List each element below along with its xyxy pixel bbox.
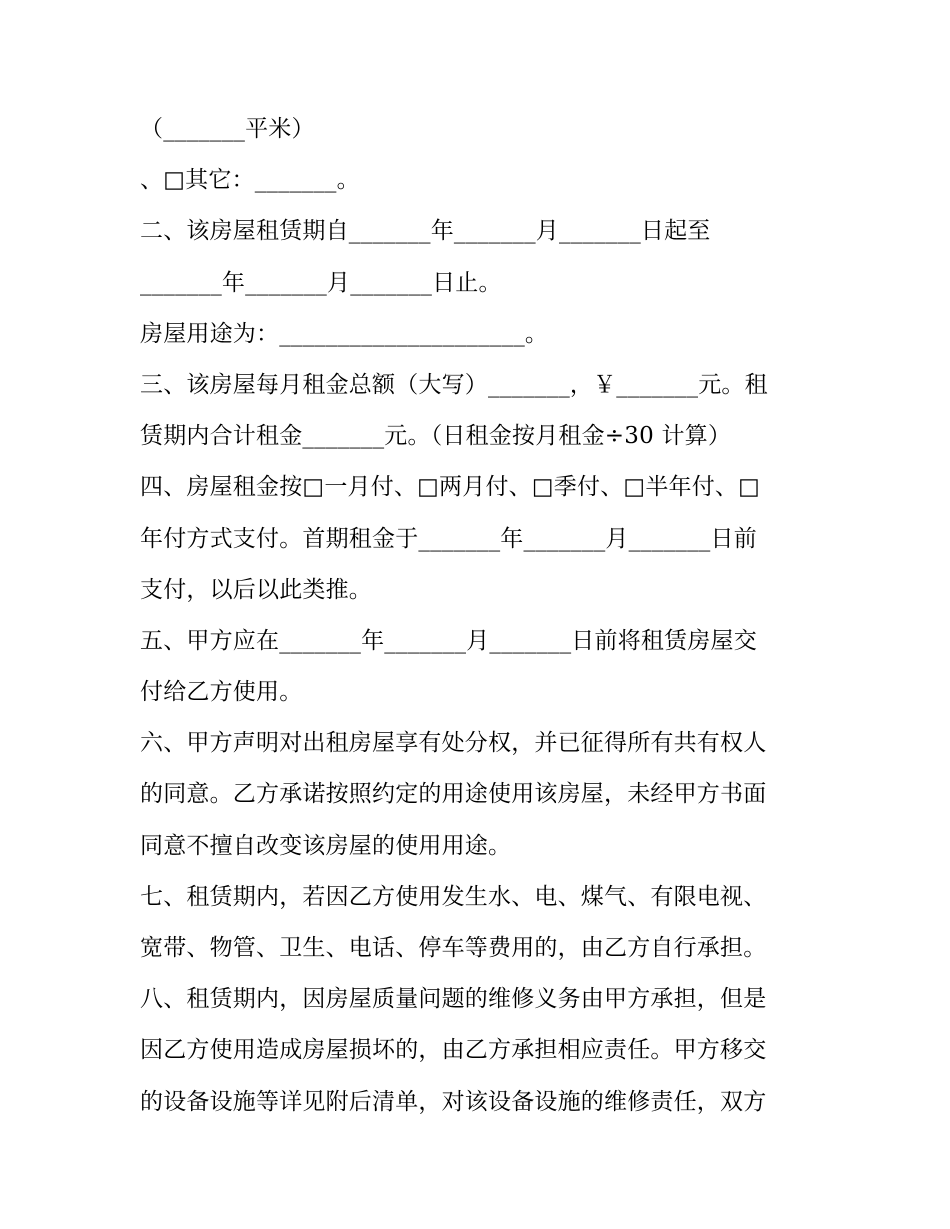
text-line-delivery-use: 付给乙方使用。 (140, 679, 303, 706)
text-line-repair-3: 的设备设施等详见附后清单，对该设备设施的维修责任，双方 (140, 1088, 767, 1115)
text-line-other: 、□其它：_______。 (140, 167, 360, 194)
text-line-rent-total: 赁期内合计租金_______元。（日租金按月租金÷30 计算） (140, 423, 732, 450)
text-line-lease-term-start: 二、该房屋租赁期自_______年_______月_______日起至 (140, 218, 711, 245)
text-line-repair-2: 因乙方使用造成房屋损坏的，由乙方承担相应责任。甲方移交 (140, 1037, 767, 1064)
text-line-fees-1: 七、租赁期内，若因乙方使用发生水、电、煤气、有限电视、 (140, 883, 767, 910)
text-line-payment-method: 四、房屋租金按□一月付、□两月付、□季付、□半年付、□ (140, 474, 761, 501)
text-line-first-payment: 年付方式支付。首期租金于_______年_______月_______日前 (140, 525, 757, 552)
text-line-declaration-3: 同意不擅自改变该房屋的使用用途。 (140, 832, 512, 859)
contract-text (140, 104, 820, 1128)
text-line-declaration-1: 六、甲方声明对出租房屋享有处分权，并已征得所有共有权人 (140, 730, 767, 757)
text-line-lease-term-end: _______年_______月_______日止。 (140, 269, 502, 296)
text-line-delivery-date: 五、甲方应在_______年_______月_______日前将租赁房屋交 (140, 627, 757, 654)
text-line-usage: 房屋用途为：_____________________。 (140, 320, 549, 347)
text-line-rent-amount: 三、该房屋每月租金总额（大写）_______，￥_______元。租 (140, 371, 768, 398)
text-line-declaration-2: 的同意。乙方承诺按照约定的用途使用该房屋，未经甲方书面 (140, 781, 767, 808)
text-line-fees-2: 宽带、物管、卫生、电话、停车等费用的，由乙方自行承担。 (140, 935, 767, 961)
text-line-area: （_______平米） (140, 116, 315, 142)
text-line-payment-follow: 支付，以后以此类推。 (140, 576, 372, 603)
text-line-repair-1: 八、租赁期内，因房屋质量问题的维修义务由甲方承担，但是 (140, 986, 767, 1013)
